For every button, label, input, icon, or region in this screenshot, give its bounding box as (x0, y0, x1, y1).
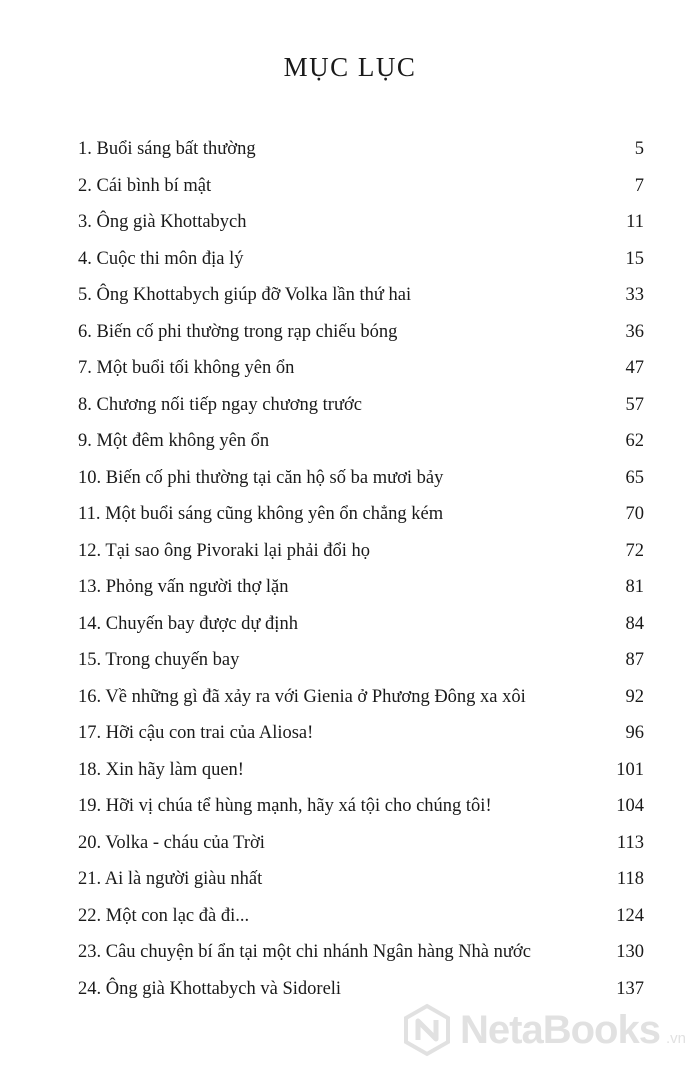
toc-entry-title: 3. Ông già Khottabych (78, 212, 247, 232)
toc-entry (78, 204, 644, 241)
toc-entry-title: 24. Ông già Khottabych và Sidoreli (78, 978, 342, 999)
toc-entry-page: 57 (625, 394, 644, 415)
toc-entry-page: 104 (616, 796, 644, 816)
toc-entry (78, 679, 644, 716)
toc-entry-page: 70 (625, 504, 644, 524)
toc-entry-title: 8. Chương nối tiếp ngay chương trước (78, 394, 362, 415)
toc-entry-title: 10. Biến cố phi thường tại căn hộ số ba mươi bảy (78, 467, 444, 488)
toc-entry-page: 130 (616, 942, 644, 962)
toc-entry-page: 101 (616, 759, 644, 780)
toc-entry (78, 241, 644, 278)
toc-entry-title: 13. Phỏng vấn người thợ lặn (78, 577, 289, 597)
toc-entry-title: 6. Biến cố phi thường trong rạp chiếu bóng (78, 321, 398, 342)
toc-entry (78, 387, 644, 424)
toc-entry-title: 11. Một buổi sáng cũng không yên ổn chẳng kém (78, 504, 444, 524)
toc-entry-page: 96 (625, 723, 644, 743)
toc-entry (78, 825, 644, 862)
table-of-contents (78, 131, 644, 1007)
toc-entry-title: 21. Ai là người giàu nhất (78, 869, 263, 889)
toc-entry-title: 15. Trong chuyến bay (78, 650, 240, 670)
toc-entry-title: 4. Cuộc thi môn địa lý (78, 248, 244, 269)
toc-entry (78, 715, 644, 752)
toc-entry-page: 11 (626, 212, 644, 232)
toc-entry (78, 569, 644, 606)
toc-entry-title: 1. Buổi sáng bất thường (78, 139, 256, 159)
toc-entry-title: 16. Về những gì đã xảy ra với Gienia ở Phương Đông xa xôi (78, 686, 526, 707)
toc-entry-page: 65 (625, 467, 644, 488)
watermark-suffix: .vn (665, 1030, 686, 1047)
toc-entry (78, 423, 644, 460)
toc-entry-page: 36 (625, 321, 644, 342)
toc-entry-page: 15 (625, 248, 644, 269)
toc-entry-page: 137 (616, 978, 644, 999)
toc-entry-page: 72 (625, 540, 644, 561)
toc-entry (78, 971, 644, 1008)
toc-entry-title: 7. Một buổi tối không yên ổn (78, 358, 295, 378)
toc-entry-page: 124 (616, 905, 644, 926)
toc-entry-title: 18. Xin hãy làm quen! (78, 759, 244, 780)
toc-entry (78, 861, 644, 898)
toc-entry (78, 131, 644, 168)
toc-entry-title: 12. Tại sao ông Pivoraki lại phải đổi họ (78, 540, 371, 561)
toc-entry-title: 17. Hỡi cậu con trai của Aliosa! (78, 723, 314, 743)
toc-entry (78, 898, 644, 935)
page-title: MỤC LỤC (283, 52, 417, 82)
watermark (400, 1003, 686, 1057)
toc-entry-page: 81 (625, 577, 644, 597)
toc-entry (78, 496, 644, 533)
toc-entry-page: 33 (625, 285, 644, 305)
toc-entry (78, 533, 644, 570)
toc-entry (78, 642, 644, 679)
toc-entry-title: 9. Một đêm không yên ổn (78, 431, 270, 451)
watermark-brand: NetaBooks (460, 1007, 660, 1052)
toc-entry-title: 5. Ông Khottabych giúp đỡ Volka lần thứ hai (78, 285, 412, 305)
toc-entry-title: 2. Cái bình bí mật (78, 175, 212, 196)
toc-entry (78, 752, 644, 789)
toc-entry (78, 314, 644, 351)
netabooks-logo-icon (400, 1003, 454, 1057)
toc-entry (78, 934, 644, 971)
toc-entry-page: 113 (616, 832, 644, 853)
toc-entry-title: 20. Volka - cháu của Trời (78, 832, 265, 853)
toc-entry-page: 118 (616, 869, 644, 889)
toc-entry (78, 788, 644, 825)
toc-entry (78, 460, 644, 497)
toc-entry-title: 19. Hỡi vị chúa tể hùng mạnh, hãy xá tội cho chúng tôi! (78, 796, 492, 816)
toc-entry-page: 92 (625, 686, 644, 707)
toc-entry-page: 5 (634, 139, 644, 159)
toc-entry (78, 606, 644, 643)
toc-entry-page: 87 (625, 650, 644, 670)
toc-entry-page: 84 (625, 613, 644, 634)
toc-entry-title: 23. Câu chuyện bí ẩn tại một chi nhánh Ngân hàng Nhà nước (78, 942, 531, 962)
toc-entry (78, 277, 644, 314)
toc-entry-page: 62 (625, 431, 644, 451)
toc-entry-title: 22. Một con lạc đà đi... (78, 905, 250, 926)
toc-entry-title: 14. Chuyến bay được dự định (78, 613, 298, 634)
toc-entry (78, 168, 644, 205)
toc-entry (78, 350, 644, 387)
toc-entry-page: 7 (634, 175, 644, 196)
toc-entry-page: 47 (625, 358, 644, 378)
